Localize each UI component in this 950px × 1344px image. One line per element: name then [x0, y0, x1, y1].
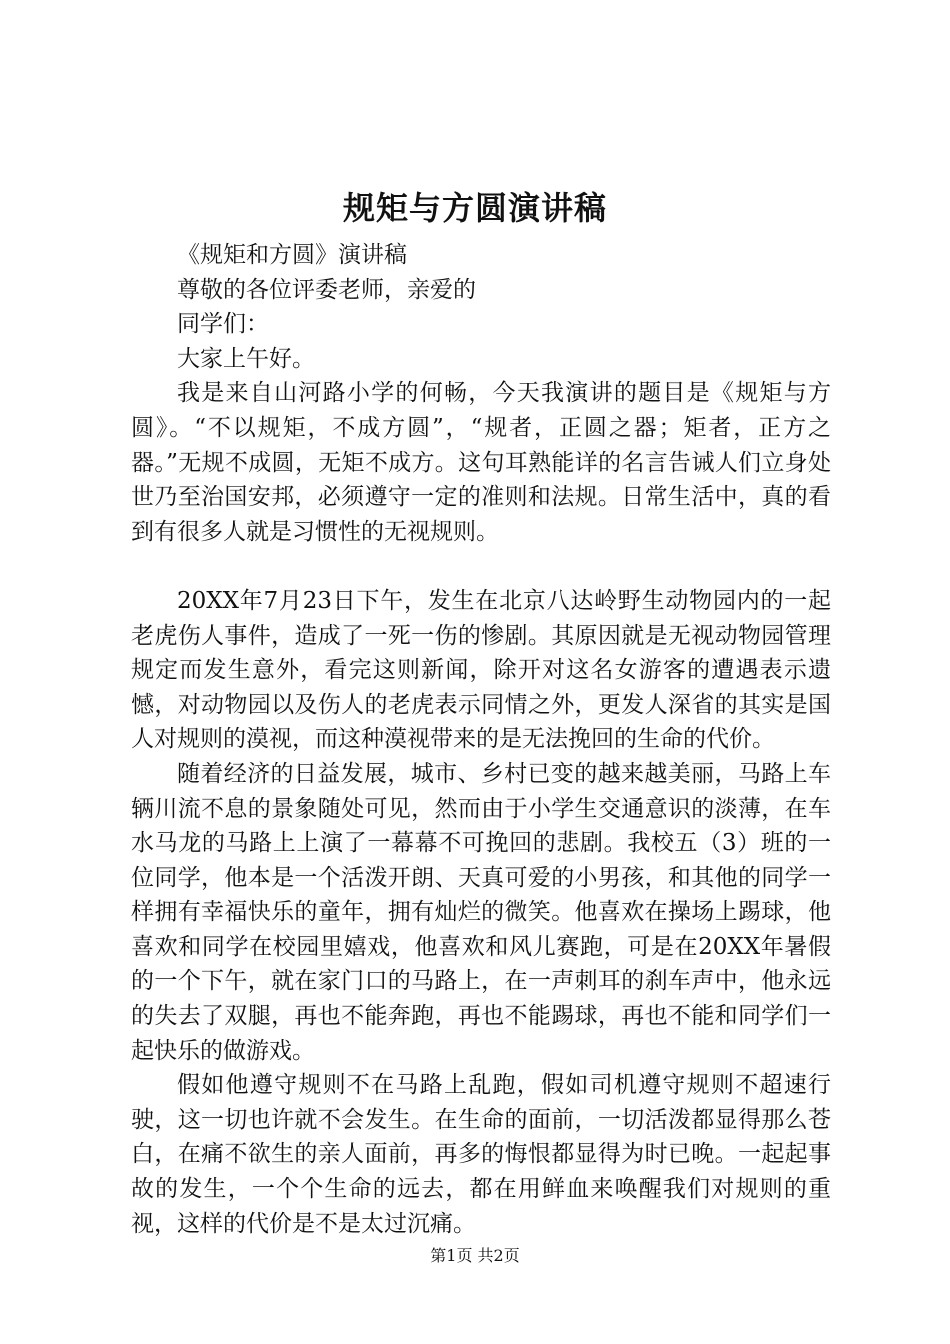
paragraph-speech-heading: 《规矩和方圆》演讲稿 — [177, 242, 407, 268]
paragraph-zoo-incident: 20XX年7月23日下午，发生在北京八达岭野生动物园内的一起老虎伤人事件，造成了一死一伤的惨剧。其原因就是无视动物园管理规定而发生意外，看完这则新闻，除开对这名女游客的遭遇表示遗憾，对动物园以及伤人的老虎表示同情之外，更发人深省的其实是国人对规则的漠视，而这种漠视带来的是无法挽回的生命的代价。 — [131, 587, 831, 753]
document-body — [131, 238, 831, 1241]
paragraph-traffic: 随着经济的日益发展，城市、乡村已变的越来越美丽，马路上车辆川流不息的景象随处可见，然而由于小学生交通意识的淡薄，在车水马龙的马路上上演了一幕幕不可挽回的悲剧。我校五（3）班的一位同学，他本是一个活泼开朗、天真可爱的小男孩，和其他的同学一样拥有幸福快乐的童年，拥有灿烂的微笑。他喜欢在操场上踢球，他喜欢和同学在校园里嬉戏，他喜欢和风儿赛跑，可是在20XX年暑假的一个下午，就在家门口的马路上，在一声刺耳的刹车声中，他永远的失去了双腿，再也不能奔跑，再也不能踢球，再也不能和同学们一起快乐的做游戏。 — [131, 760, 831, 1064]
paragraph-greeting: 大家上午好。 — [177, 345, 315, 372]
document-title: 规矩与方圆演讲稿 — [342, 189, 607, 227]
page-number: 第1页 共2页 — [430, 1246, 520, 1265]
paragraph-intro: 我是来自山河路小学的何畅，今天我演讲的题目是《规矩与方圆》。“不以规矩，不成方圆”，“规者，正圆之器；矩者，正方之器。”无规不成圆，无矩不成方。这句耳熟能详的名言告诫人们立身处世乃至治国安邦，必须遵守一定的准则和法规。日常生活中，真的看到有很多人就是习惯性的无视规则。 — [131, 380, 831, 545]
paragraph-salutation-cont: 同学们： — [177, 311, 269, 338]
paragraph-conclusion: 假如他遵守规则不在马路上乱跑，假如司机遵守规则不超速行驶，这一切也许就不会发生。在生命的面前，一切活泼都显得那么苍白，在痛不欲生的亲人面前，再多的悔恨都显得为时已晚。一起起事故的发生，一个个生命的远去，都在用鲜血来唤醒我们对规则的重视，这样的代价是不是太过沉痛。 — [131, 1072, 831, 1237]
paragraph-salutation: 尊敬的各位评委老师，亲爱的 — [177, 276, 476, 303]
